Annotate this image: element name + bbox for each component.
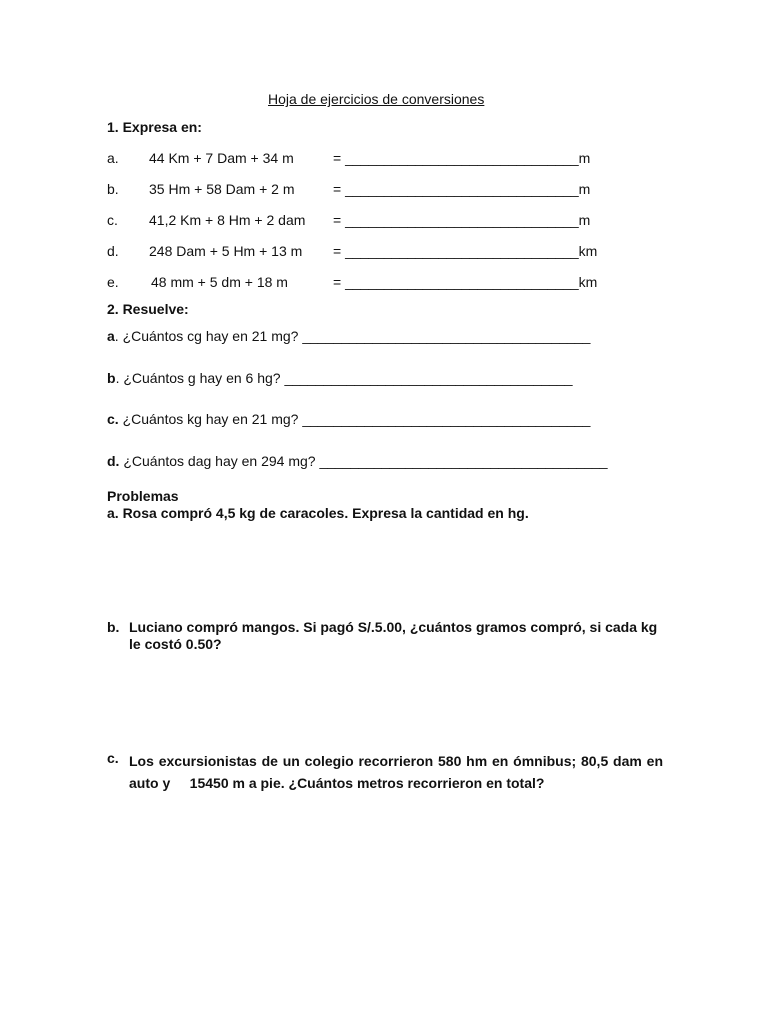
problem-a-text: a. Rosa compró 4,5 kg de caracoles. Expresa la cantidad en hg.	[107, 505, 529, 521]
section1-row-c-letter: c.	[107, 212, 118, 228]
problem-c-text: Los excursionistas de un colegio recorrieron 580 hm en ómnibus; 80,5 dam en auto y 15450 m a pie. ¿Cuántos metros recorrieron en total?	[129, 753, 667, 791]
worksheet-title: Hoja de ejercicios de conversiones	[268, 91, 485, 107]
section1-row-a-expression: 44 Km + 7 Dam + 34 m	[149, 150, 294, 166]
section1-row-d-expression: 248 Dam + 5 Hm + 13 m	[149, 243, 303, 259]
problem-c-letter: c.	[107, 750, 119, 766]
question-c-letter: c.	[107, 411, 119, 427]
problems-heading: Problemas	[107, 488, 179, 504]
section1-row-b-answer-line: = ______________________________m	[333, 181, 591, 197]
question-c-text: ¿Cuántos kg hay en 21 mg? _____________________________________	[118, 411, 591, 427]
section1-row-c-answer-line: = ______________________________m	[333, 212, 591, 228]
question-b-text: . ¿Cuántos g hay en 6 hg? _____________________________________	[115, 370, 573, 386]
question-d-letter: d.	[107, 453, 120, 469]
section2-question-a	[107, 328, 590, 345]
question-a-text: . ¿Cuántos cg hay en 21 mg? _____________________________________	[114, 328, 591, 344]
section1-heading: 1. Expresa en:	[107, 119, 202, 135]
section1-row-e-expression: 48 mm + 5 dm + 18 m	[151, 274, 288, 290]
section1-row-e-letter: e.	[107, 274, 119, 290]
question-b-letter: b	[107, 370, 116, 386]
section1-row-e-answer-line: = ______________________________km	[333, 274, 598, 290]
section1-row-d-answer-line: = ______________________________km	[333, 243, 598, 259]
section1-row-a-answer-line: = ______________________________m	[333, 150, 591, 166]
section1-row-d-letter: d.	[107, 243, 119, 259]
section1-row-b-expression: 35 Hm + 58 Dam + 2 m	[149, 181, 295, 197]
section2-question-c	[107, 411, 590, 428]
section2-question-d	[107, 453, 608, 470]
question-a-letter: a	[107, 328, 115, 344]
section2-heading: 2. Resuelve:	[107, 301, 189, 317]
section1-row-c-expression: 41,2 Km + 8 Hm + 2 dam	[149, 212, 306, 228]
problem-b-letter: b.	[107, 619, 120, 635]
problem-b-text: Luciano compró mangos. Si pagó S/.5.00, ¿cuántos gramos compró, si cada kg le costó 0.50?	[129, 619, 658, 652]
section2-question-b	[107, 370, 573, 387]
section1-row-a-letter: a.	[107, 150, 119, 166]
section1-row-b-letter: b.	[107, 181, 119, 197]
question-d-text: ¿Cuántos dag hay en 294 mg? _____________________________________	[119, 453, 608, 469]
